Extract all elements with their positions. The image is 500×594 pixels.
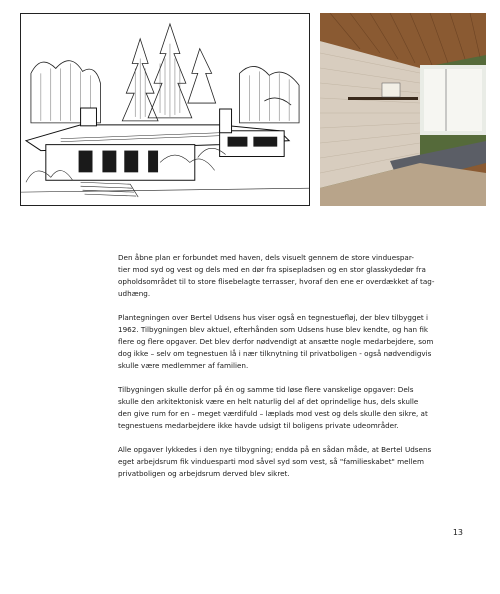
body-text [118,252,470,492]
interior-photo [320,13,486,206]
paragraph-4: Alle opgaver lykkedes i den nye tilbygning; endda på en sådan måde, at Bertel Udsens eget arbejdsrum fik vinduesparti mod såvel syd som vest, så "familieskabet" mellem privatboligen og arbejdsrum derved blev sikret. [118,445,432,478]
house-sketch [20,13,310,206]
paragraph-3: Tilbygningen skulle derfor på én og samme tid løse flere vanskelige opgaver: Dels skulle den arkitektonisk være en helt naturlig del af det oprindelige hus, dels skulle den give rum for en – meget værdifuld – læplads mod vest og dels skulle den sikre, at tegnestuens medarbejdere ikke havde udsigt til boligens private udeområder. [118,385,428,430]
house-sketch-illustration-icon [21,14,309,205]
interior-room-photo-icon [320,13,486,206]
paragraph-1: Den åbne plan er forbundet med haven, dels visuelt gennem de store vinduespar- tier mod syd og vest og dels med en dør fra spisepladsen og en stor glasskydedør fra opholdsområdet til to store flisebelagte terrasser, hvoraf den ene er overdækket af tag- udhæng. [118,253,435,298]
page-number: 13 [452,528,463,537]
paragraph-2: Plantegningen over Bertel Udsens hus viser også en tegnestuefløj, der blev tilbygget i 1962. Tilbygningen blev aktuel, efterhånden som Udsens huse blev kendte, og han fik flere og flere opgaver. Det blev derfor nødvendigt at ansætte nogle medarbejdere, som dog ikke – selv om tegnestuen lå i nær tilknytning til privatboligen - også nødvendigvis skulle være medlemmer af familien. [118,313,434,370]
